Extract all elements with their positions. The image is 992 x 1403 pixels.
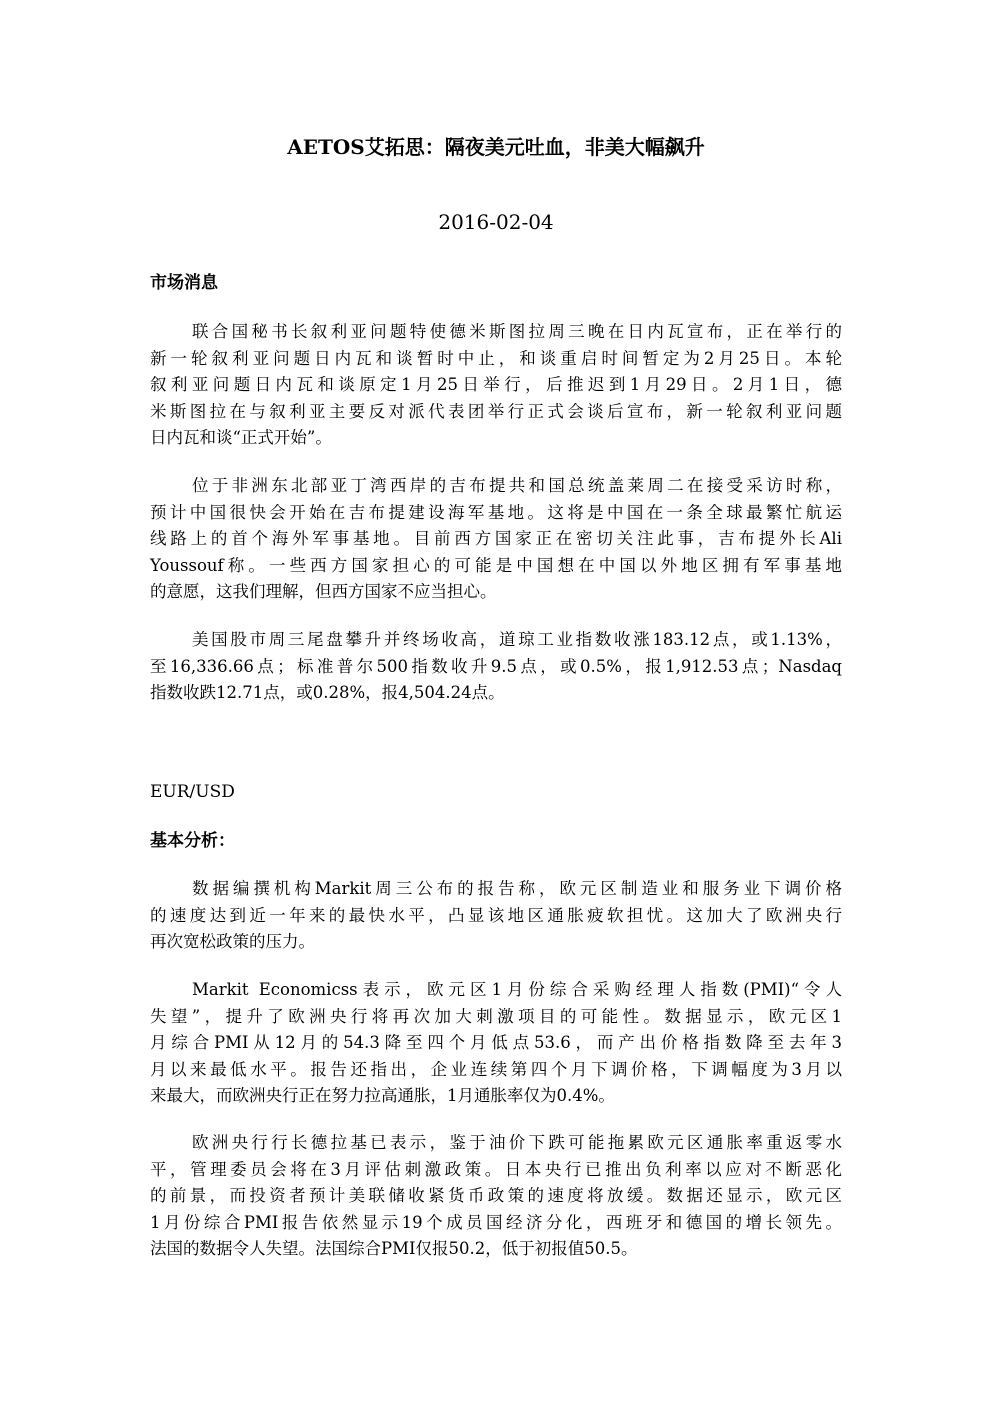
paragraph-line: 数据编撰机构Markit周三公布的报告称，欧元区制造业和服务业下调价格 [192, 879, 842, 898]
paragraph-line: 1月份综合PMI报告依然显示19个成员国经济分化，西班牙和德国的增长领先。 [150, 1212, 842, 1232]
paragraph-djibouti-base [150, 473, 842, 606]
paragraph-line: 美国股市周三尾盘攀升并终场收高，道琼工业指数收涨183.12点，或1.13%， [192, 630, 842, 649]
paragraph-line: 月以来最低水平。报告还指出，企业连续第四个月下调价格，下调幅度为3月以 [150, 1059, 842, 1079]
paragraph-line: 失望”，提升了欧洲央行将再次加大刺激项目的可能性。数据显示，欧元区1 [150, 1006, 842, 1026]
document-date: 2016-02-04 [438, 210, 554, 234]
paragraph-line: 法国的数据令人失望。法国综合PMI仅报50.2，低于初报值50.5。 [150, 1239, 638, 1258]
paragraph-markit-report [150, 876, 842, 956]
paragraph-line: 叙利亚问题日内瓦和谈原定1月25日举行，后推迟到1月29日。2月1日，德 [150, 375, 842, 394]
paragraph-line: Markit Economicss表示，欧元区1月份综合采购经理人指数(PMI)“令人 [192, 980, 842, 999]
paragraph-syria-talks [150, 319, 842, 452]
paragraph-line: 预计中国很快会开始在吉布提建设海军基地。这将是中国在一条全球最繁忙航运 [150, 502, 842, 522]
section-heading-fundamental-analysis: 基本分析： [150, 831, 235, 851]
paragraph-line: 至16,336.66点；标准普尔500指数收升9.5点，或0.5%，报1,912.53点；Nasdaq [150, 656, 842, 676]
paragraph-line: 来最大，而欧洲央行正在努力拉高通胀，1月通胀率仅为0.4%。 [150, 1086, 615, 1105]
paragraph-draghi-statement [150, 1130, 842, 1263]
paragraph-line: 的前景，而投资者预计美联储收紧货币政策的速度将放缓。数据还显示，欧元区 [150, 1186, 842, 1205]
paragraph-line: 联合国秘书长叙利亚问题特使德米斯图拉周三晚在日内瓦宣布，正在举行的 [192, 322, 842, 341]
paragraph-line: 线路上的首个海外军事基地。目前西方国家正在密切关注此事，吉布提外长Ali [150, 529, 842, 548]
paragraph-us-stocks [150, 627, 842, 707]
paragraph-line: 新一轮叙利亚问题日内瓦和谈暂时中止，和谈重启时间暂定为2月25日。本轮 [150, 348, 842, 368]
paragraph-eurozone-pmi [150, 977, 842, 1110]
paragraph-line: 的意愿，这我们理解，但西方国家不应当担心。 [150, 582, 497, 601]
paragraph-line: 欧洲央行行长德拉基已表示，鉴于油价下跌可能拖累欧元区通胀率重返零水 [192, 1133, 842, 1152]
section-heading-market-news: 市场消息 [150, 273, 218, 293]
paragraph-line: 平，管理委员会将在3月评估刺激政策。日本央行已推出负利率以应对不断恶化 [150, 1159, 842, 1179]
paragraph-line: 位于非洲东北部亚丁湾西岸的吉布提共和国总统盖莱周二在接受采访时称， [192, 476, 842, 495]
paragraph-line: 米斯图拉在与叙利亚主要反对派代表团举行正式会谈后宣布，新一轮叙利亚问题 [150, 401, 842, 421]
paragraph-line: 再次宽松政策的压力。 [150, 932, 315, 951]
paragraph-line: 指数收跌12.71点，或0.28%，报4,504.24点。 [150, 683, 505, 702]
section-heading-eur-usd: EUR/USD [150, 782, 235, 802]
document-title: AETOS艾拓思：隔夜美元吐血，非美大幅飙升 [287, 135, 705, 159]
paragraph-line: Youssouf称。一些西方国家担心的可能是中国想在中国以外地区拥有军事基地 [150, 555, 842, 575]
paragraph-line: 月综合PMI从12月的54.3降至四个月低点53.6，而产出价格指数降至去年3 [150, 1033, 842, 1052]
paragraph-line: 日内瓦和谈“正式开始”。 [150, 428, 332, 447]
paragraph-line: 的速度达到近一年来的最快水平，凸显该地区通胀疲软担忧。这加大了欧洲央行 [150, 905, 842, 925]
